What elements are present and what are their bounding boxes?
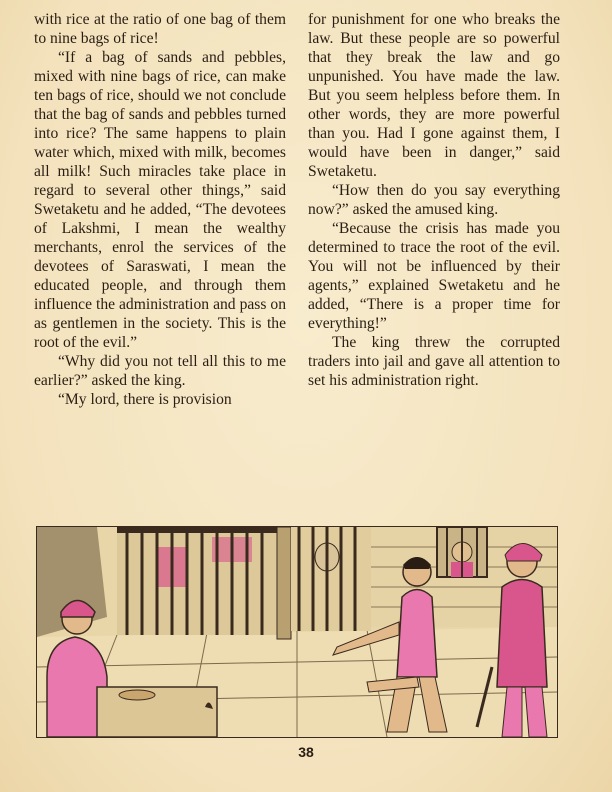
left-text-column <box>34 10 286 409</box>
paragraph: with rice at the ratio of one bag of them to nine bags of rice! <box>34 11 286 47</box>
prison-scene-drawing <box>37 527 557 737</box>
right-text-column <box>308 10 560 390</box>
paragraph: for punishment for one who breaks the law. But these people are so powerful that they break the law and go unpunished. You have made the law. But you seem helpless before them. In other words, they are more powerful than you. Had I gone against them, I would have been in danger,” said Swetaketu. <box>308 11 560 180</box>
page-number: 38 <box>298 744 314 760</box>
paragraph: “Why did you not tell all this to me earlier?” asked the king. <box>34 353 286 389</box>
paragraph: “How then do you say everything now?” asked the amused king. <box>308 182 560 218</box>
writing-table <box>97 687 217 737</box>
paragraph: “If a bag of sands and pebbles, mixed with nine bags of rice, can make ten bags of rice, should we not conclude that the bag of sands and pebbles turned into rice? The same happens to plain water which, mixed with milk, becomes all milk! Such miracles take place in regard to several other things,” said Swetaketu and he added, “The devotees of Lakshmi, I mean the wealthy merchants, enrol the services of the devotees of Saraswati, I mean the educated people, and through them influence the administration and pass on as gentlemen in the society. This is the root of the evil.” <box>34 49 286 351</box>
jail-bars <box>117 527 557 639</box>
paragraph: The king threw the corrupted traders into jail and gave all attention to set his administration right. <box>308 334 560 389</box>
scroll <box>119 690 155 700</box>
story-illustration <box>36 526 558 738</box>
paragraph: “Because the crisis has made you determined to trace the root of the evil. You will not be influenced by their agents,” explained Swetaketu and he added, “There is a proper time for everything!” <box>308 220 560 332</box>
paragraph: “My lord, there is provision <box>58 391 232 408</box>
